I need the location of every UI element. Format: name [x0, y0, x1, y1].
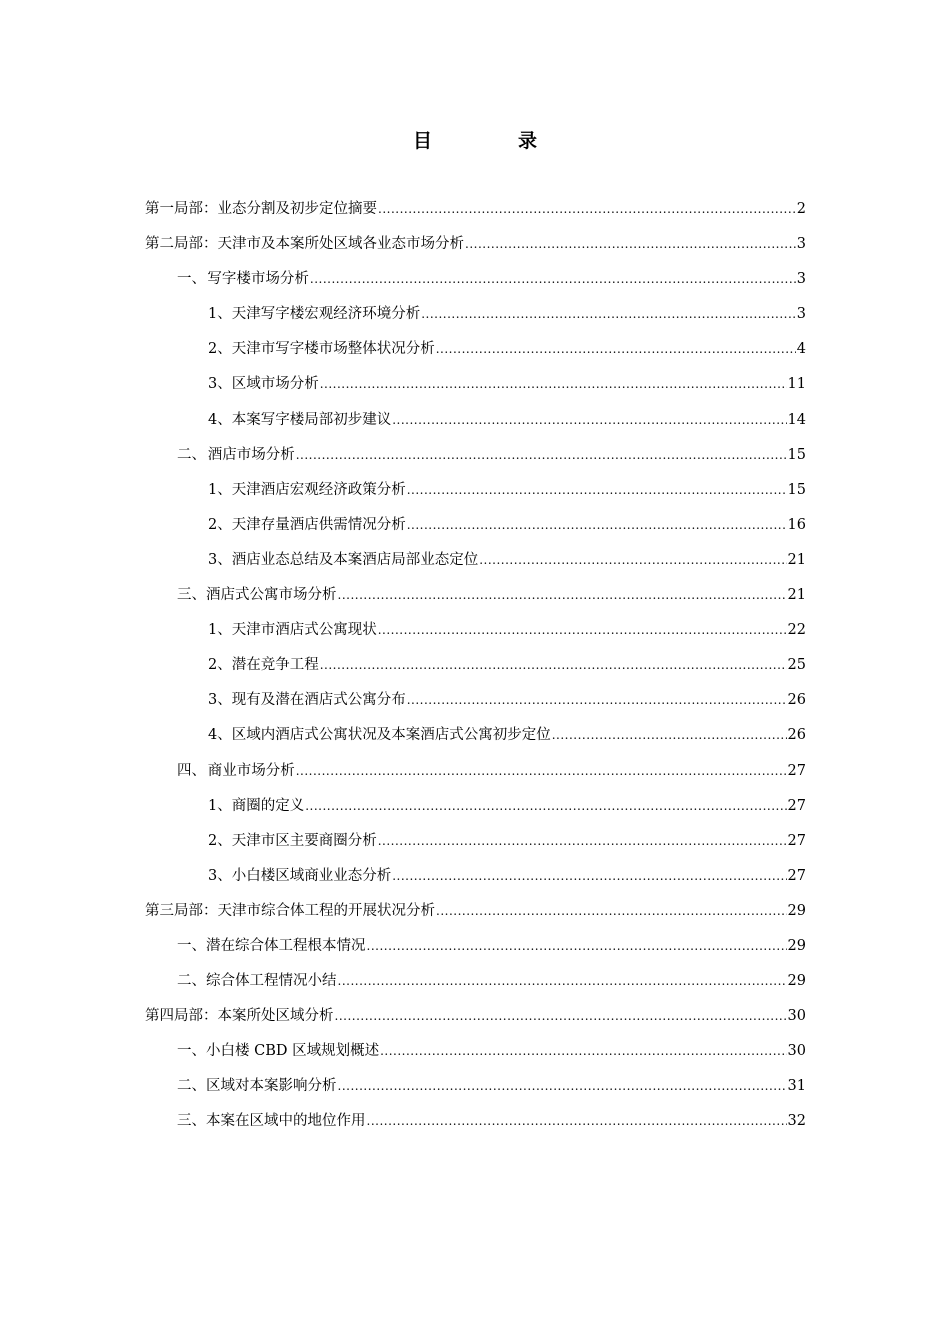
toc-entry-label: 天津市区主要商圈分析: [231, 832, 377, 849]
toc-entry[interactable]: [145, 403, 806, 438]
toc-entry-label: 综合体工程情况小结: [206, 973, 337, 990]
toc-entry-number: 一、: [177, 1043, 206, 1060]
toc-entry-page-number: 26: [787, 692, 806, 709]
toc-entry-page-number: 16: [787, 516, 806, 533]
toc-entry[interactable]: [145, 929, 806, 964]
toc-entry[interactable]: [145, 332, 806, 367]
dot-leader: [310, 262, 796, 297]
toc-entry-number: 三、: [177, 587, 206, 604]
toc-entry[interactable]: [145, 473, 806, 508]
table-of-contents: [145, 192, 806, 1140]
toc-entry-label: 第二局部：天津市及本案所处区域各业态市场分析: [145, 236, 464, 253]
toc-entry[interactable]: [145, 789, 806, 824]
toc-entry-page-number: 26: [787, 727, 806, 744]
toc-entry-number: 四、: [177, 762, 206, 779]
dot-leader: [378, 192, 796, 227]
dot-leader: [392, 403, 786, 438]
toc-entry[interactable]: [145, 297, 806, 332]
toc-entry-number: 2、: [208, 516, 232, 533]
dot-leader: [378, 824, 787, 859]
toc-entry-number: 三、: [177, 1113, 206, 1130]
toc-entry[interactable]: [145, 999, 806, 1034]
toc-entry-label: 现有及潜在酒店式公寓分布: [231, 692, 406, 709]
dot-leader: [320, 367, 787, 402]
toc-entry[interactable]: [145, 613, 806, 648]
toc-entry-page-number: 31: [787, 1078, 806, 1095]
dot-leader: [407, 508, 787, 543]
dot-leader: [392, 859, 786, 894]
dot-leader: [338, 964, 787, 999]
toc-entry-label: 酒店业态总结及本案酒店局部业态定位: [231, 551, 479, 568]
toc-entry-number: 3、: [208, 692, 232, 709]
dot-leader: [436, 332, 796, 367]
toc-entry-page-number: 29: [787, 902, 806, 919]
toc-entry-number: 1、: [208, 622, 232, 639]
toc-entry[interactable]: [145, 227, 806, 262]
toc-entry-number: 1、: [208, 306, 232, 323]
toc-entry[interactable]: [145, 824, 806, 859]
dot-leader: [367, 1104, 787, 1139]
toc-entry-page-number: 3: [796, 236, 806, 253]
toc-entry-number: 二、: [177, 1078, 206, 1095]
toc-entry-label: 第一局部：业态分割及初步定位摘要: [145, 201, 377, 217]
toc-entry-page-number: 25: [787, 657, 806, 674]
toc-entry-page-number: 22: [787, 622, 806, 639]
toc-entry[interactable]: [145, 754, 806, 789]
toc-entry[interactable]: [145, 859, 806, 894]
toc-entry[interactable]: [145, 192, 806, 227]
toc-entry[interactable]: [145, 683, 806, 718]
toc-entry-number: 2、: [208, 832, 232, 849]
toc-entry[interactable]: [145, 1034, 806, 1069]
toc-entry-number: 4、: [208, 727, 232, 744]
toc-entry-number: 3、: [208, 867, 232, 884]
toc-entry[interactable]: [145, 718, 806, 753]
toc-entry-label: 写字楼市场分析: [207, 271, 309, 288]
toc-entry-label: 天津市写字楼市场整体状况分析: [231, 341, 435, 358]
toc-entry[interactable]: [145, 367, 806, 402]
toc-entry-number: 一、: [177, 937, 206, 954]
toc-entry-page-number: 11: [787, 376, 806, 393]
dot-leader: [407, 473, 787, 508]
toc-entry-number: 二、: [177, 446, 206, 463]
toc-entry-page-number: 27: [787, 797, 806, 814]
toc-entry-number: 一、: [177, 271, 206, 288]
dot-leader: [421, 297, 796, 332]
toc-entry-label: 本案写字楼局部初步建议: [231, 411, 392, 428]
toc-entry-page-number: 2: [796, 201, 806, 217]
toc-entry-page-number: 21: [787, 587, 806, 604]
toc-entry[interactable]: [145, 964, 806, 999]
dot-leader: [479, 543, 786, 578]
toc-entry-page-number: 15: [787, 481, 806, 498]
toc-entry-label: 酒店市场分析: [207, 446, 295, 463]
toc-entry-page-number: 27: [787, 762, 806, 779]
toc-entry-number: 1、: [208, 797, 232, 814]
toc-entry-page-number: 27: [787, 867, 806, 884]
toc-entry-label: 天津酒店宏观经济政策分析: [231, 481, 406, 498]
title-char-2: 录: [518, 130, 538, 152]
dot-leader: [305, 789, 786, 824]
toc-entry-number: 3、: [208, 376, 232, 393]
toc-entry-label: 小白楼区域商业业态分析: [231, 867, 392, 884]
toc-entry-page-number: 15: [787, 446, 806, 463]
toc-entry-page-number: 3: [796, 271, 806, 288]
toc-entry-page-number: 4: [796, 341, 806, 358]
toc-entry[interactable]: [145, 1104, 806, 1139]
toc-entry-label: 潜在竞争工程: [231, 657, 319, 674]
toc-entry-page-number: 27: [787, 832, 806, 849]
toc-entry-page-number: 3: [796, 306, 806, 323]
dot-leader: [367, 929, 787, 964]
dot-leader: [380, 1034, 786, 1069]
toc-entry-label: 酒店式公寓市场分析: [206, 587, 337, 604]
toc-entry-label: 天津写字楼宏观经济环境分析: [231, 306, 421, 323]
dot-leader: [296, 754, 787, 789]
toc-entry[interactable]: [145, 1069, 806, 1104]
toc-entry-page-number: 30: [787, 1008, 806, 1025]
title-char-1: 目: [413, 130, 433, 152]
toc-entry-label: 商圈的定义: [231, 797, 305, 814]
toc-entry-number: 2、: [208, 657, 232, 674]
toc-entry[interactable]: [145, 262, 806, 297]
toc-entry-page-number: 29: [787, 973, 806, 990]
toc-entry-label: 区域对本案影响分析: [206, 1078, 337, 1095]
toc-entry-label: 区域市场分析: [231, 376, 319, 393]
toc-entry-page-number: 32: [787, 1113, 806, 1130]
toc-entry-label: 第四局部：本案所处区域分析: [145, 1008, 334, 1025]
toc-entry-label: 天津存量酒店供需情况分析: [231, 516, 406, 533]
dot-leader: [338, 1069, 787, 1104]
toc-entry-number: 3、: [208, 551, 232, 568]
toc-entry[interactable]: [145, 438, 806, 473]
dot-leader: [320, 648, 787, 683]
dot-leader: [338, 578, 787, 613]
toc-entry-label: 小白楼 CBD 区域规划概述: [206, 1043, 380, 1060]
toc-entry-label: 潜在综合体工程根本情况: [206, 937, 366, 954]
toc-entry-page-number: 29: [787, 937, 806, 954]
toc-entry-label: 区域内酒店式公寓状况及本案酒店式公寓初步定位: [231, 727, 551, 744]
toc-entry[interactable]: [145, 543, 806, 578]
toc-entry-number: 2、: [208, 341, 232, 358]
toc-entry-label: 商业市场分析: [207, 762, 295, 779]
toc-entry-page-number: 30: [787, 1043, 806, 1060]
toc-entry-page-number: 21: [787, 551, 806, 568]
dot-leader: [378, 613, 787, 648]
toc-entry-label: 本案在区域中的地位作用: [206, 1113, 366, 1130]
toc-entry-page-number: 14: [787, 411, 806, 428]
toc-entry[interactable]: [145, 578, 806, 613]
dot-leader: [296, 438, 787, 473]
toc-entry-label: 天津市酒店式公寓现状: [231, 622, 377, 639]
dot-leader: [335, 999, 787, 1034]
dot-leader: [436, 894, 787, 929]
toc-entry[interactable]: [145, 508, 806, 543]
dot-leader: [407, 683, 787, 718]
toc-entry[interactable]: [145, 648, 806, 683]
toc-entry-number: 二、: [177, 973, 206, 990]
toc-entry-label: 第三局部：天津市综合体工程的开展状况分析: [145, 902, 435, 919]
toc-entry-number: 4、: [208, 411, 232, 428]
toc-entry[interactable]: [145, 894, 806, 929]
dot-leader: [552, 718, 787, 753]
toc-entry-number: 1、: [208, 481, 232, 498]
dot-leader: [465, 227, 796, 262]
